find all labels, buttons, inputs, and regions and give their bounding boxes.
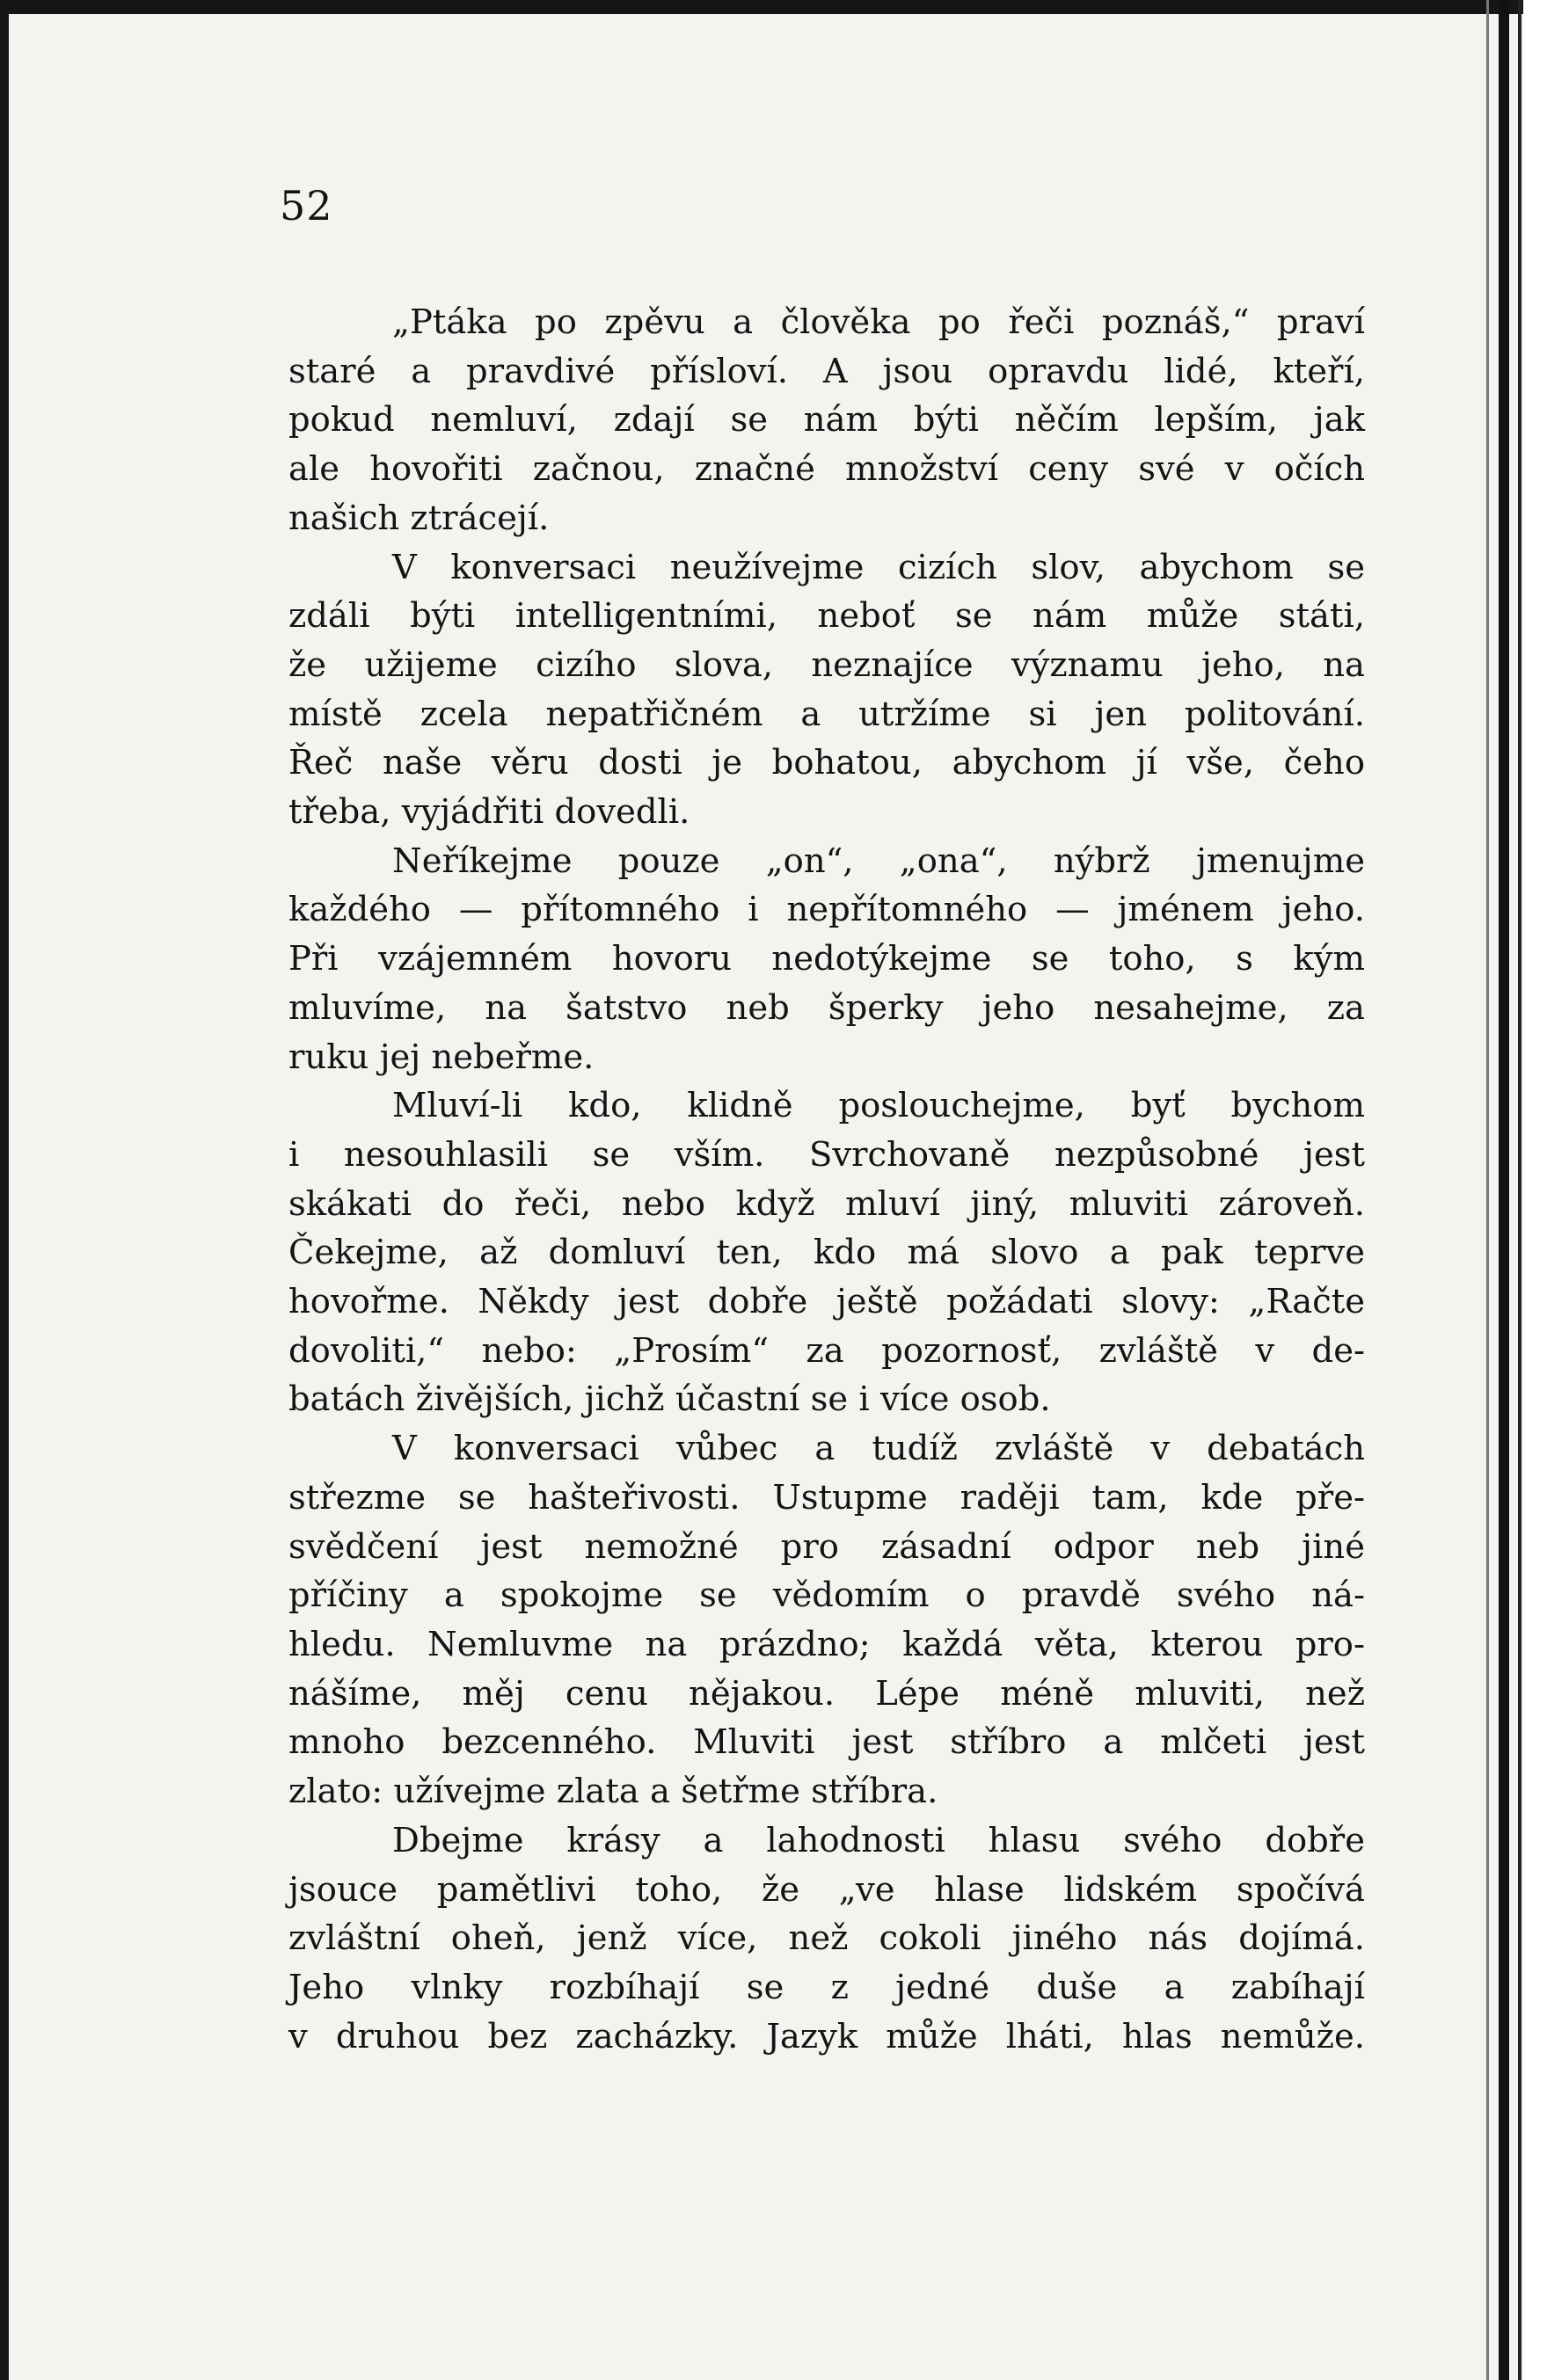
text-line: zdáli býti intelligentními, neboť se nám může státi, [288, 596, 1365, 637]
text-line: třeba, vyjádřiti dovedli. [288, 792, 690, 833]
text-line: ruku jej nebeřme. [288, 1037, 595, 1077]
text-line: zvláštní oheň, jenž více, než cokoli jiného nás dojímá. [288, 1918, 1365, 1959]
paragraph-2 [288, 543, 1365, 837]
text-line: pokud nemluví, zdají se nám býti něčím lepším, jak [288, 400, 1365, 440]
text-line: Jeho vlnky rozbíhají se z jedné duše a zabíhají [288, 1967, 1365, 2007]
text-line: našich ztrácejí. [288, 498, 550, 538]
text-line: Mluví-li kdo, klidně poslouchejme, byť bychom [392, 1086, 1365, 1126]
scan-margin-right [1523, 0, 1547, 2380]
text-line: nášíme, měj cenu nějakou. Lépe méně mluviti, než [288, 1673, 1365, 1714]
text-line: zlato: užívejme zlata a šetřme stříbra. [288, 1772, 938, 1812]
text-line: svědčení jest nemožné pro zásadní odpor neb jiné [288, 1526, 1365, 1567]
text-line: mnoho bezcenného. Mluviti jest stříbro a mlčeti jest [288, 1722, 1365, 1763]
paragraph-6 [288, 1816, 1365, 2062]
text-line: i nesouhlasili se vším. Svrchovaně nezpůsobné jest [288, 1134, 1365, 1175]
text-line: Čekejme, až domluví ten, kdo má slovo a pak teprve [288, 1233, 1365, 1273]
text-line: Dbejme krásy a lahodnosti hlasu svého dobře [392, 1820, 1365, 1860]
text-line: příčiny a spokojme se vědomím o pravdě svého ná- [288, 1576, 1365, 1616]
text-line: skákati do řeči, nebo když mluví jiný, mluviti zároveň. [288, 1183, 1365, 1224]
scan-border-right-inner [1518, 0, 1521, 2380]
text-line: batách živějších, jichž účastní se i více osob. [288, 1379, 1051, 1420]
paragraph-3 [288, 837, 1365, 1082]
body-text [288, 298, 1365, 2061]
text-line: V konversaci neužívejme cizích slov, abychom se [392, 547, 1365, 587]
text-line: Při vzájemném hovoru nedotýkejme se toho, s kým [288, 939, 1365, 979]
page-number: 52 [280, 182, 333, 229]
text-line: ale hovořiti začnou, značné množství ceny své v očích [288, 449, 1365, 490]
paragraph-5 [288, 1424, 1365, 1816]
text-line: v druhou bez zacházky. Jazyk může lháti, hlas nemůže. [288, 2016, 1365, 2056]
text-line: V konversaci vůbec a tudíž zvláště v debatách [392, 1429, 1365, 1469]
text-line: každého — přítomného i nepřítomného — jménem jeho. [288, 890, 1365, 930]
text-line: mluvíme, na šatstvo neb šperky jeho nesahejme, za [288, 987, 1365, 1028]
text-line: hovořme. Někdy jest dobře ještě požádati slovy: „Račte [288, 1282, 1365, 1322]
text-line: jsouce pamětlivi toho, že „ve hlase lidském spočívá [288, 1869, 1365, 1910]
text-line: Neříkejme pouze „on“, „ona“, nýbrž jmenujme [392, 841, 1365, 881]
text-line: staré a pravdivé přísloví. A jsou opravdu lidé, kteří, [288, 351, 1365, 391]
text-line: že užijeme cizího slova, neznajíce významu jeho, na [288, 644, 1365, 685]
text-line: „Ptáka po zpěvu a člověka po řeči poznáš,“ praví [392, 302, 1365, 342]
text-line: hledu. Nemluvme na prázdno; každá věta, kterou pro- [288, 1624, 1365, 1664]
text-line: střezme se hašteřivosti. Ustupme raději tam, kde pře- [288, 1477, 1365, 1518]
text-line: místě zcela nepatřičném a utržíme si jen politování. [288, 694, 1365, 734]
text-line: Řeč naše věru dosti je bohatou, abychom jí vše, čeho [288, 743, 1365, 783]
text-line: dovoliti,“ nebo: „Prosím“ za pozornosť, zvláště v de- [288, 1330, 1365, 1371]
paragraph-1 [288, 298, 1365, 543]
paragraph-4 [288, 1081, 1365, 1424]
scan-border-right [1499, 0, 1509, 2380]
